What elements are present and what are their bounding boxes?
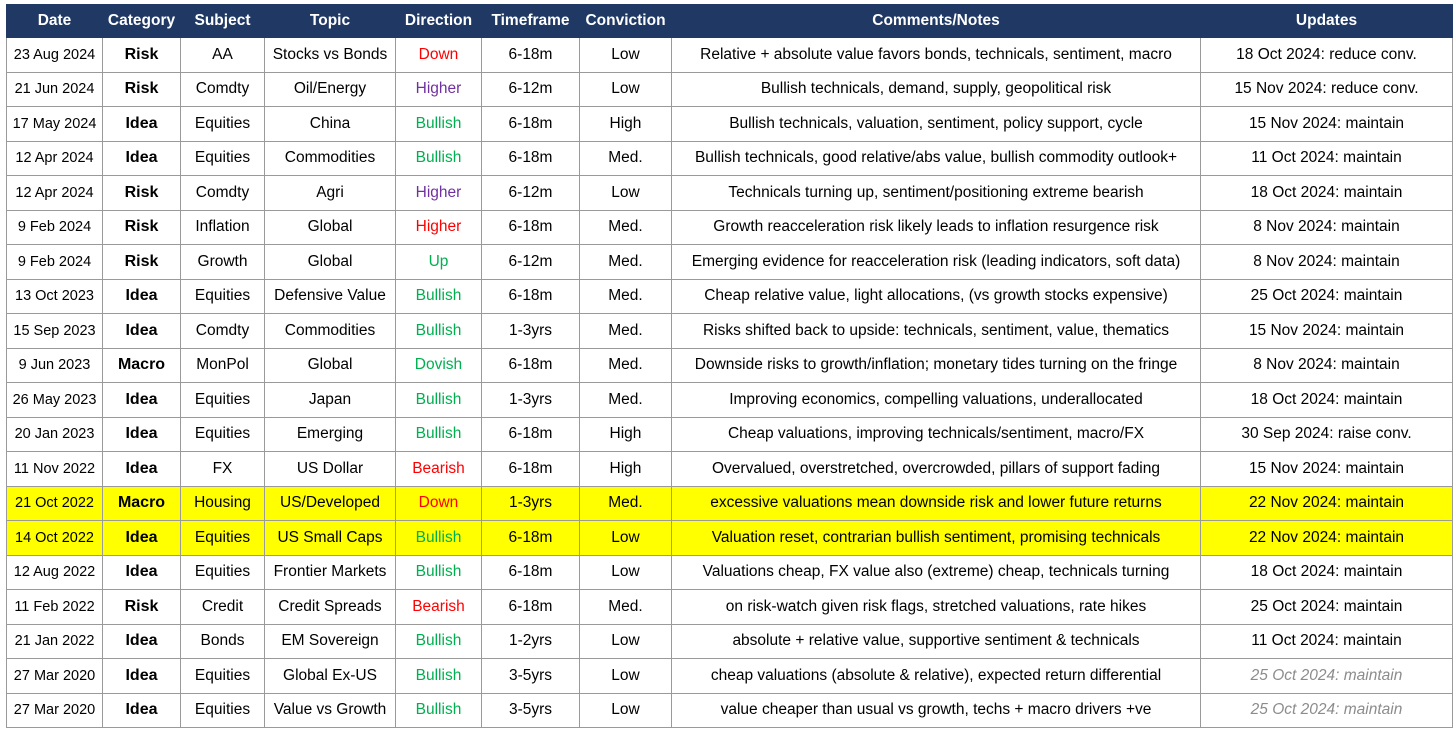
comments-cell: Bullish technicals, valuation, sentiment, policy support, cycle [672,107,1201,142]
date-cell: 20 Jan 2023 [7,417,103,452]
comments-cell: on risk-watch given risk flags, stretched valuations, rate hikes [672,590,1201,625]
comments-cell: Cheap relative value, light allocations, (vs growth stocks expensive) [672,279,1201,314]
topic-cell: Commodities [265,314,396,349]
updates-cell: 15 Nov 2024: maintain [1201,107,1453,142]
conviction-cell: High [580,107,672,142]
updates-cell: 25 Oct 2024: maintain [1201,659,1453,694]
subject-cell: Comdty [181,72,265,107]
subject-cell: Comdty [181,176,265,211]
comments-cell: Valuations cheap, FX value also (extreme) cheap, technicals turning [672,555,1201,590]
header-date: Date [7,5,103,38]
topic-cell: Commodities [265,141,396,176]
date-cell: 21 Jun 2024 [7,72,103,107]
category-cell: Macro [103,348,181,383]
updates-cell: 8 Nov 2024: maintain [1201,348,1453,383]
subject-cell: AA [181,38,265,73]
subject-cell: Bonds [181,624,265,659]
timeframe-cell: 6-18m [482,452,580,487]
timeframe-cell: 6-18m [482,38,580,73]
subject-cell: Housing [181,486,265,521]
updates-cell: 25 Oct 2024: maintain [1201,590,1453,625]
date-cell: 9 Feb 2024 [7,245,103,280]
topic-cell: Defensive Value [265,279,396,314]
updates-cell: 15 Nov 2024: reduce conv. [1201,72,1453,107]
category-cell: Idea [103,279,181,314]
table-row [7,176,1453,211]
table-row [7,245,1453,280]
comments-cell: Risks shifted back to upside: technicals, sentiment, value, thematics [672,314,1201,349]
date-cell: 11 Nov 2022 [7,452,103,487]
updates-cell: 15 Nov 2024: maintain [1201,314,1453,349]
category-cell: Idea [103,555,181,590]
table-row [7,141,1453,176]
table-row [7,417,1453,452]
category-cell: Risk [103,176,181,211]
topic-cell: US/Developed [265,486,396,521]
category-cell: Risk [103,72,181,107]
category-cell: Idea [103,314,181,349]
timeframe-cell: 6-18m [482,555,580,590]
direction-cell: Bullish [396,555,482,590]
timeframe-cell: 1-3yrs [482,486,580,521]
comments-cell: excessive valuations mean downside risk and lower future returns [672,486,1201,521]
date-cell: 11 Feb 2022 [7,590,103,625]
date-cell: 9 Jun 2023 [7,348,103,383]
updates-cell: 22 Nov 2024: maintain [1201,486,1453,521]
comments-cell: value cheaper than usual vs growth, techs + macro drivers +ve [672,693,1201,728]
topic-cell: Global Ex-US [265,659,396,694]
date-cell: 14 Oct 2022 [7,521,103,556]
topic-cell: Global [265,245,396,280]
category-cell: Risk [103,210,181,245]
timeframe-cell: 6-18m [482,107,580,142]
direction-cell: Bearish [396,590,482,625]
conviction-cell: Low [580,176,672,211]
table-row-highlighted [7,486,1453,521]
direction-cell: Down [396,486,482,521]
header-conviction: Conviction [580,5,672,38]
timeframe-cell: 6-12m [482,245,580,280]
header-direction: Direction [396,5,482,38]
category-cell: Idea [103,417,181,452]
direction-cell: Up [396,245,482,280]
category-cell: Idea [103,693,181,728]
conviction-cell: High [580,417,672,452]
comments-cell: Emerging evidence for reacceleration risk (leading indicators, soft data) [672,245,1201,280]
topic-cell: US Small Caps [265,521,396,556]
topic-cell: Oil/Energy [265,72,396,107]
comments-cell: Downside risks to growth/inflation; monetary tides turning on the fringe [672,348,1201,383]
subject-cell: Equities [181,107,265,142]
header-topic: Topic [265,5,396,38]
date-cell: 9 Feb 2024 [7,210,103,245]
timeframe-cell: 1-2yrs [482,624,580,659]
topic-cell: Agri [265,176,396,211]
subject-cell: MonPol [181,348,265,383]
ideas-table [6,4,1453,728]
date-cell: 27 Mar 2020 [7,693,103,728]
direction-cell: Bullish [396,141,482,176]
timeframe-cell: 1-3yrs [482,314,580,349]
subject-cell: Inflation [181,210,265,245]
subject-cell: Growth [181,245,265,280]
category-cell: Idea [103,521,181,556]
comments-cell: Cheap valuations, improving technicals/sentiment, macro/FX [672,417,1201,452]
topic-cell: Global [265,210,396,245]
conviction-cell: Med. [580,314,672,349]
direction-cell: Bearish [396,452,482,487]
date-cell: 12 Apr 2024 [7,141,103,176]
direction-cell: Dovish [396,348,482,383]
topic-cell: Global [265,348,396,383]
table-row [7,210,1453,245]
table-row [7,38,1453,73]
topic-cell: Frontier Markets [265,555,396,590]
conviction-cell: Med. [580,590,672,625]
conviction-cell: Med. [580,279,672,314]
conviction-cell: Med. [580,141,672,176]
subject-cell: Equities [181,417,265,452]
timeframe-cell: 1-3yrs [482,383,580,418]
conviction-cell: Low [580,555,672,590]
date-cell: 27 Mar 2020 [7,659,103,694]
timeframe-cell: 6-18m [482,279,580,314]
topic-cell: Japan [265,383,396,418]
conviction-cell: Low [580,693,672,728]
table-row [7,624,1453,659]
comments-cell: Growth reacceleration risk likely leads to inflation resurgence risk [672,210,1201,245]
direction-cell: Bullish [396,624,482,659]
subject-cell: Equities [181,693,265,728]
date-cell: 26 May 2023 [7,383,103,418]
subject-cell: Equities [181,659,265,694]
direction-cell: Higher [396,176,482,211]
updates-cell: 25 Oct 2024: maintain [1201,279,1453,314]
updates-cell: 11 Oct 2024: maintain [1201,141,1453,176]
topic-cell: Value vs Growth [265,693,396,728]
conviction-cell: Med. [580,210,672,245]
timeframe-cell: 6-18m [482,417,580,452]
category-cell: Idea [103,452,181,487]
category-cell: Idea [103,383,181,418]
date-cell: 15 Sep 2023 [7,314,103,349]
category-cell: Idea [103,107,181,142]
category-cell: Idea [103,624,181,659]
comments-cell: Technicals turning up, sentiment/positioning extreme bearish [672,176,1201,211]
conviction-cell: Med. [580,348,672,383]
date-cell: 12 Aug 2022 [7,555,103,590]
table-row [7,590,1453,625]
table-row [7,452,1453,487]
direction-cell: Bullish [396,314,482,349]
header-subject: Subject [181,5,265,38]
updates-cell: 11 Oct 2024: maintain [1201,624,1453,659]
date-cell: 12 Apr 2024 [7,176,103,211]
table-row [7,383,1453,418]
updates-cell: 22 Nov 2024: maintain [1201,521,1453,556]
comments-cell: Overvalued, overstretched, overcrowded, pillars of support fading [672,452,1201,487]
updates-cell: 18 Oct 2024: maintain [1201,383,1453,418]
date-cell: 17 May 2024 [7,107,103,142]
comments-cell: Improving economics, compelling valuations, underallocated [672,383,1201,418]
date-cell: 13 Oct 2023 [7,279,103,314]
conviction-cell: Low [580,624,672,659]
direction-cell: Bullish [396,383,482,418]
date-cell: 21 Jan 2022 [7,624,103,659]
category-cell: Idea [103,141,181,176]
table-row [7,72,1453,107]
table-row [7,555,1453,590]
updates-cell: 18 Oct 2024: maintain [1201,555,1453,590]
conviction-cell: Low [580,521,672,556]
updates-cell: 18 Oct 2024: reduce conv. [1201,38,1453,73]
updates-cell: 25 Oct 2024: maintain [1201,693,1453,728]
category-cell: Risk [103,590,181,625]
topic-cell: US Dollar [265,452,396,487]
table-row-highlighted [7,521,1453,556]
header-category: Category [103,5,181,38]
comments-cell: Valuation reset, contrarian bullish sentiment, promising technicals [672,521,1201,556]
header-row [7,5,1453,38]
header-comments: Comments/Notes [672,5,1201,38]
updates-cell: 18 Oct 2024: maintain [1201,176,1453,211]
comments-cell: Bullish technicals, demand, supply, geopolitical risk [672,72,1201,107]
subject-cell: Credit [181,590,265,625]
subject-cell: Equities [181,521,265,556]
direction-cell: Bullish [396,693,482,728]
timeframe-cell: 6-18m [482,590,580,625]
subject-cell: Comdty [181,314,265,349]
direction-cell: Bullish [396,417,482,452]
timeframe-cell: 6-18m [482,141,580,176]
subject-cell: FX [181,452,265,487]
conviction-cell: Low [580,72,672,107]
timeframe-cell: 6-18m [482,521,580,556]
direction-cell: Down [396,38,482,73]
timeframe-cell: 6-18m [482,348,580,383]
conviction-cell: Med. [580,486,672,521]
conviction-cell: Low [580,38,672,73]
conviction-cell: Med. [580,383,672,418]
direction-cell: Higher [396,72,482,107]
timeframe-cell: 6-12m [482,72,580,107]
header-timeframe: Timeframe [482,5,580,38]
category-cell: Idea [103,659,181,694]
subject-cell: Equities [181,555,265,590]
topic-cell: EM Sovereign [265,624,396,659]
direction-cell: Bullish [396,521,482,556]
category-cell: Macro [103,486,181,521]
subject-cell: Equities [181,383,265,418]
table-row [7,107,1453,142]
direction-cell: Bullish [396,279,482,314]
comments-cell: cheap valuations (absolute & relative), expected return differential [672,659,1201,694]
subject-cell: Equities [181,279,265,314]
table-row [7,659,1453,694]
table-row [7,279,1453,314]
direction-cell: Bullish [396,107,482,142]
topic-cell: Credit Spreads [265,590,396,625]
topic-cell: Stocks vs Bonds [265,38,396,73]
updates-cell: 8 Nov 2024: maintain [1201,210,1453,245]
comments-cell: Relative + absolute value favors bonds, technicals, sentiment, macro [672,38,1201,73]
timeframe-cell: 6-12m [482,176,580,211]
conviction-cell: High [580,452,672,487]
updates-cell: 30 Sep 2024: raise conv. [1201,417,1453,452]
category-cell: Risk [103,245,181,280]
timeframe-cell: 3-5yrs [482,693,580,728]
timeframe-cell: 3-5yrs [482,659,580,694]
subject-cell: Equities [181,141,265,176]
date-cell: 21 Oct 2022 [7,486,103,521]
conviction-cell: Low [580,659,672,694]
date-cell: 23 Aug 2024 [7,38,103,73]
direction-cell: Bullish [396,659,482,694]
direction-cell: Higher [396,210,482,245]
comments-cell: Bullish technicals, good relative/abs value, bullish commodity outlook+ [672,141,1201,176]
table-row [7,314,1453,349]
updates-cell: 15 Nov 2024: maintain [1201,452,1453,487]
header-updates: Updates [1201,5,1453,38]
topic-cell: China [265,107,396,142]
timeframe-cell: 6-18m [482,210,580,245]
table-row [7,693,1453,728]
table-row [7,348,1453,383]
category-cell: Risk [103,38,181,73]
updates-cell: 8 Nov 2024: maintain [1201,245,1453,280]
conviction-cell: Med. [580,245,672,280]
comments-cell: absolute + relative value, supportive sentiment & technicals [672,624,1201,659]
topic-cell: Emerging [265,417,396,452]
